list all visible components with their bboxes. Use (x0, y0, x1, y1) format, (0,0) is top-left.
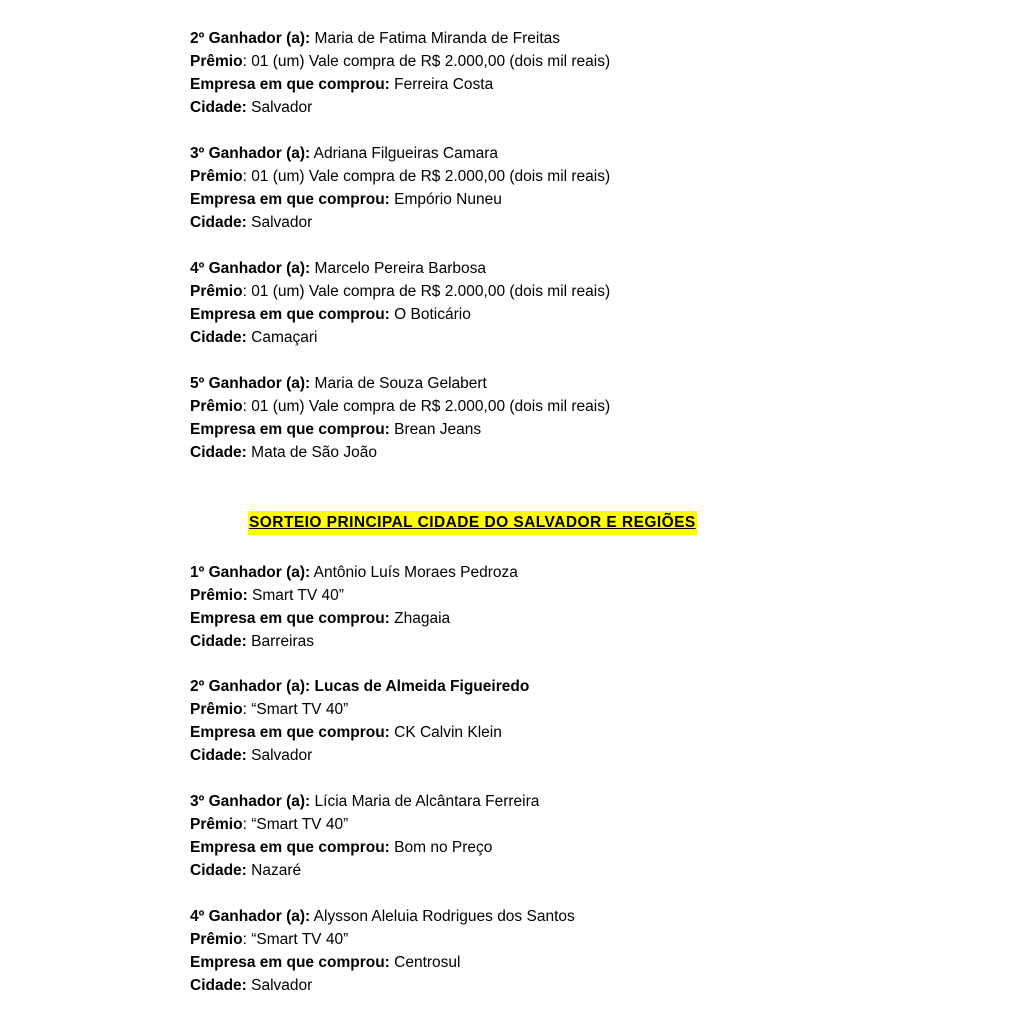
city-line (190, 441, 890, 464)
winner-rank-label: 5º Ganhador (a): (190, 375, 311, 392)
prize-value: “Smart TV 40” (251, 816, 349, 833)
winner-entry (190, 790, 890, 882)
prize-value: Smart TV 40” (252, 587, 344, 604)
city-line (190, 859, 890, 882)
winner-name: Adriana Filgueiras Camara (313, 145, 499, 162)
city-value: Nazaré (251, 862, 302, 879)
city-line (190, 96, 890, 119)
company-value: Centrosul (394, 954, 461, 971)
prize-line: Prêmio: 01 (um) Vale compra de R$ 2.000,00 (dois mil reais) (190, 398, 611, 415)
prize-value: “Smart TV 40” (251, 701, 349, 718)
company-line (190, 188, 890, 211)
company-line (190, 418, 890, 441)
company-label: Empresa em que comprou: (190, 954, 390, 971)
company-label: Empresa em que comprou: (190, 839, 390, 856)
city-label: Cidade: (190, 977, 247, 994)
winner-name-line (190, 561, 890, 584)
winner-name-line (190, 372, 890, 395)
winner-name: Maria de Fatima Miranda de Freitas (314, 30, 561, 47)
winner-name: Alysson Aleluia Rodrigues dos Santos (313, 908, 575, 925)
company-line (190, 721, 890, 744)
winner-entry (190, 561, 890, 653)
prize-value: 01 (um) Vale compra de R$ 2.000,00 (dois mil reais) (251, 168, 611, 185)
company-value: CK Calvin Klein (394, 724, 502, 741)
winner-name: Antônio Luís Moraes Pedroza (313, 564, 518, 581)
company-line (190, 73, 890, 96)
company-value: Zhagaia (394, 610, 451, 627)
company-value: Bom no Preço (394, 839, 493, 856)
winner-rank-label: 3º Ganhador (a): (190, 793, 311, 810)
prize-line: Prêmio: 01 (um) Vale compra de R$ 2.000,00 (dois mil reais) (190, 53, 611, 70)
winner-name-line (190, 905, 890, 928)
city-label: Cidade: (190, 99, 247, 116)
prize-label: Prêmio (190, 168, 243, 185)
winner-name-line (190, 142, 890, 165)
prize-label: Prêmio (190, 816, 243, 833)
winner-name-line (190, 27, 890, 50)
prize-line: Prêmio: 01 (um) Vale compra de R$ 2.000,00 (dois mil reais) (190, 168, 611, 185)
company-value: Brean Jeans (394, 421, 482, 438)
prize-value: 01 (um) Vale compra de R$ 2.000,00 (dois mil reais) (251, 398, 611, 415)
city-line (190, 744, 890, 767)
prize-line: Prêmio: “Smart TV 40” (190, 701, 349, 718)
company-label: Empresa em que comprou: (190, 610, 390, 627)
city-value: Salvador (251, 214, 313, 231)
city-line (190, 211, 890, 234)
winner-entry (190, 675, 890, 767)
winner-name: Lucas de Almeida Figueiredo (314, 678, 530, 695)
company-value: Empório Nuneu (394, 191, 502, 208)
city-label: Cidade: (190, 214, 247, 231)
winner-rank-label: 4º Ganhador (a): (190, 908, 311, 925)
company-line (190, 607, 890, 630)
prize-line (190, 584, 890, 607)
company-line (190, 303, 890, 326)
city-value: Salvador (251, 747, 313, 764)
winner-entry (190, 905, 890, 997)
city-value: Barreiras (251, 633, 315, 650)
city-line (190, 630, 890, 653)
prize-label: Prêmio (190, 931, 243, 948)
company-label: Empresa em que comprou: (190, 421, 390, 438)
company-label: Empresa em que comprou: (190, 306, 390, 323)
winner-rank-label: 2º Ganhador (a): (190, 30, 311, 47)
winner-rank-label: 3º Ganhador (a): (190, 145, 311, 162)
winner-name-line (190, 790, 890, 813)
prize-label: Prêmio (190, 53, 243, 70)
prize-value: “Smart TV 40” (251, 931, 349, 948)
city-label: Cidade: (190, 444, 247, 461)
city-value: Salvador (251, 977, 313, 994)
prize-line: Prêmio: “Smart TV 40” (190, 931, 349, 948)
winner-entry (190, 142, 890, 234)
winner-name: Marcelo Pereira Barbosa (314, 260, 486, 277)
winner-entry (190, 257, 890, 349)
company-label: Empresa em que comprou: (190, 76, 390, 93)
city-value: Mata de São João (251, 444, 377, 461)
prize-line: Prêmio: “Smart TV 40” (190, 816, 349, 833)
winner-name-line (190, 257, 890, 280)
city-value: Camaçari (251, 329, 318, 346)
winner-rank-label: 2º Ganhador (a): (190, 678, 311, 695)
prize-line: Prêmio: 01 (um) Vale compra de R$ 2.000,00 (dois mil reais) (190, 283, 611, 300)
section-heading: SORTEIO PRINCIPAL CIDADE DO SALVADOR E REGIÕES (248, 511, 697, 535)
winner-name: Lícia Maria de Alcântara Ferreira (314, 793, 540, 810)
city-line (190, 974, 890, 997)
winner-name: Maria de Souza Gelabert (314, 375, 487, 392)
company-line (190, 951, 890, 974)
company-label: Empresa em que comprou: (190, 724, 390, 741)
winner-rank-label: 1º Ganhador (a): (190, 564, 311, 581)
prize-label: Prêmio (190, 283, 243, 300)
city-label: Cidade: (190, 862, 247, 879)
company-value: Ferreira Costa (394, 76, 494, 93)
winner-entry (190, 372, 890, 464)
prize-value: 01 (um) Vale compra de R$ 2.000,00 (dois mil reais) (251, 283, 611, 300)
winner-entry (190, 27, 890, 119)
city-label: Cidade: (190, 747, 247, 764)
company-label: Empresa em que comprou: (190, 191, 390, 208)
city-line (190, 326, 890, 349)
prize-value: 01 (um) Vale compra de R$ 2.000,00 (dois mil reais) (251, 53, 611, 70)
company-line (190, 836, 890, 859)
city-label: Cidade: (190, 329, 247, 346)
winner-name-line (190, 675, 890, 698)
prize-label: Prêmio: (190, 587, 248, 604)
prize-label: Prêmio (190, 701, 243, 718)
winner-rank-label: 4º Ganhador (a): (190, 260, 311, 277)
company-value: O Boticário (394, 306, 471, 323)
city-value: Salvador (251, 99, 313, 116)
city-label: Cidade: (190, 633, 247, 650)
prize-label: Prêmio (190, 398, 243, 415)
